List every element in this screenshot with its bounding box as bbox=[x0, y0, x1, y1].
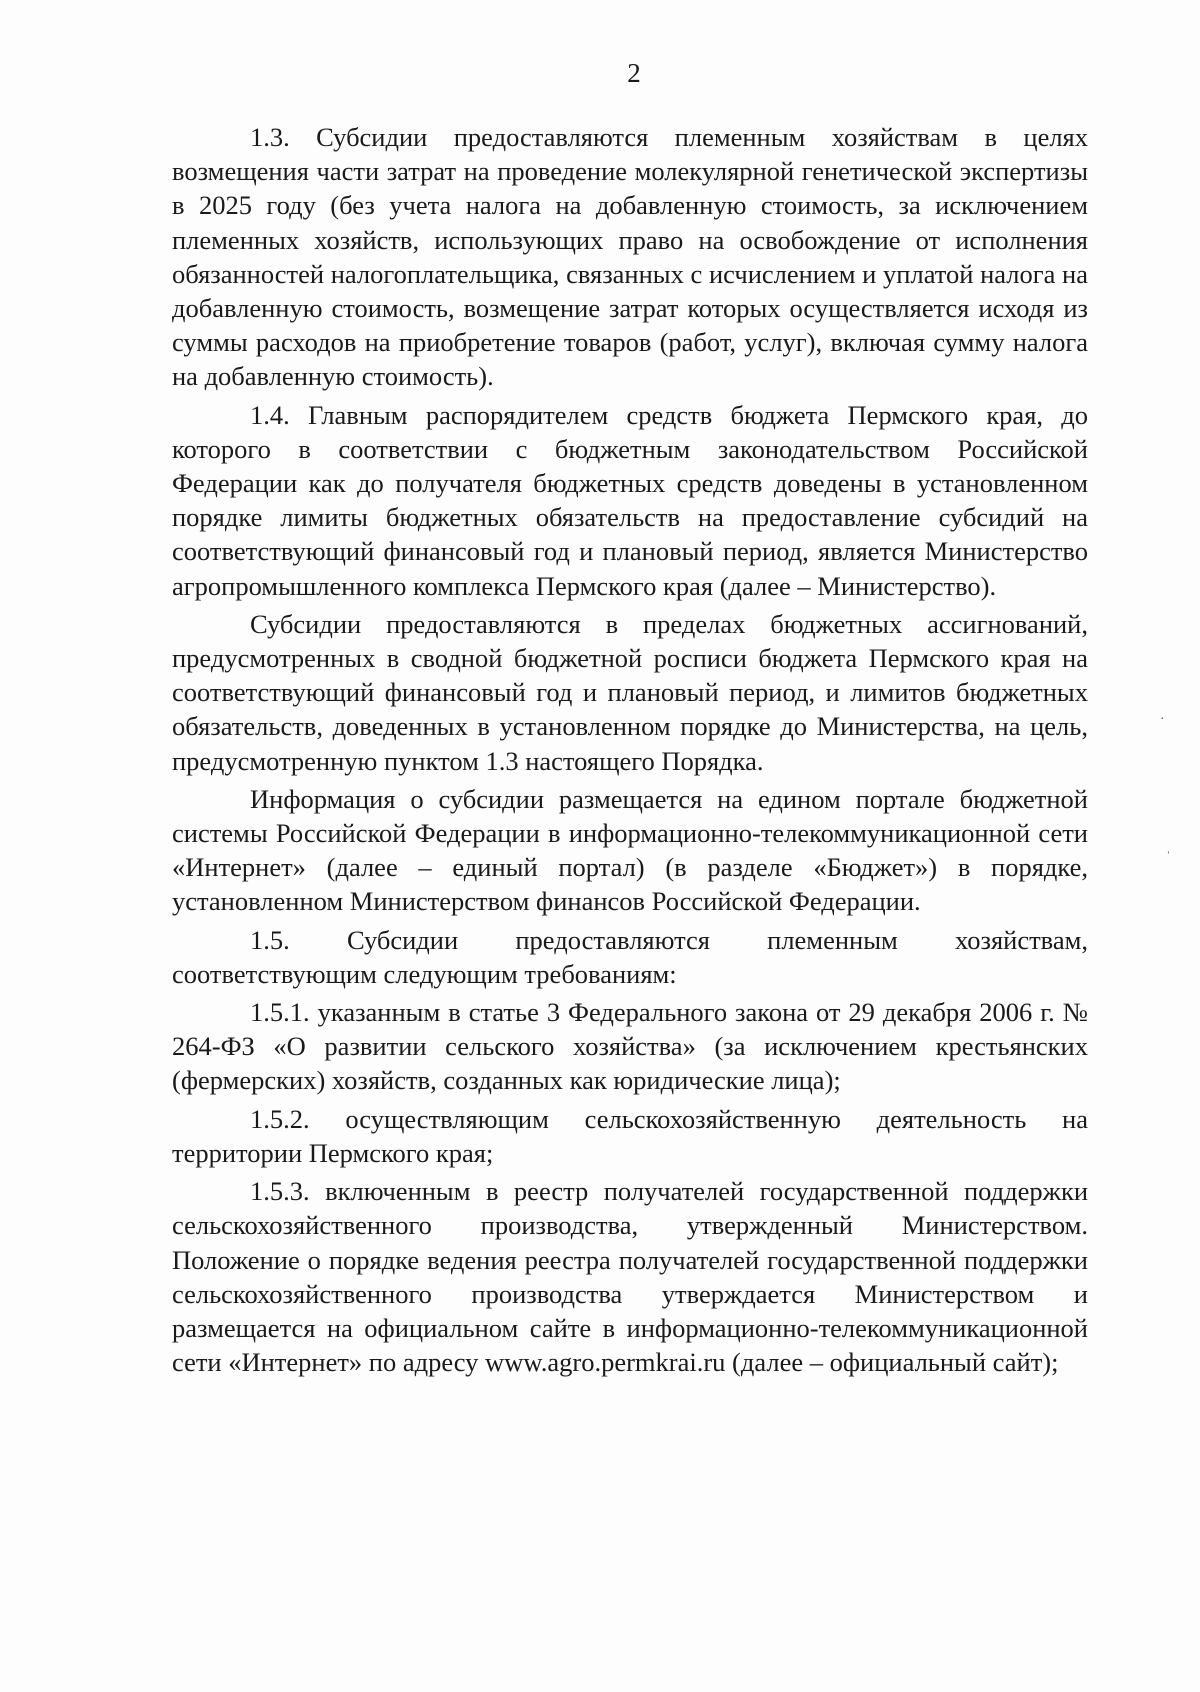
paragraph-1-5-2: 1.5.2. осуществляющим сельскохозяйственную деятельность на территории Пермского края; bbox=[172, 1103, 1088, 1168]
paragraph-1-5-1: 1.5.1. указанным в статье 3 Федерального закона от 29 декабря 2006 г. № 264-ФЗ «О развитии сельского хозяйства» (за исключением крестьянских (фермерских) хозяйств, созданных как юридические лица); bbox=[172, 997, 1088, 1096]
paragraph-1-4: 1.4. Главным распорядителем средств бюджета Пермского края, до которого в соответствии с бюджетным законодательством Российской Федерации как до получателя бюджетных средств доведены в установленном порядке лимиты бюджетных обязательств на предоставление субсидий на соответствующий финансовый год и плановый период, является Министерство агропромышленного комплекса Пермского края (далее – Министерство). bbox=[172, 399, 1088, 601]
paragraph-1-5: 1.5. Субсидии предоставляются племенным хозяйствам, соответствующим следующим требованиям: bbox=[172, 924, 1088, 989]
scan-speck: ˈ bbox=[1166, 850, 1171, 865]
document-body bbox=[172, 120, 1088, 1383]
page-number: 2 bbox=[627, 58, 641, 88]
paragraph-1-5-3: 1.5.3. включенным в реестр получателей государственной поддержки сельскохозяйственного производства, утвержденный Министерством. Положение о порядке ведения реестра получателей государственной поддержки сельскохозяйственного производства утверждается Министерством и размещается на официальном сайте в информационно-телекоммуникационной сети «Интернет» по адресу www.agro.permkrai.ru (далее – официальный сайт); bbox=[172, 1176, 1088, 1378]
paragraph-1-3: 1.3. Субсидии предоставляются племенным хозяйствам в целях возмещения части затрат на проведение молекулярной генетической экспертизы в 2025 году (без учета налога на добавленную стоимость, за исключением племенных хозяйств, использующих право на освобождение от исполнения обязанностей налогоплательщика, связанных с исчислением и уплатой налога на добавленную стоимость, возмещение затрат которых осуществляется исходя из суммы расходов на приобретение товаров (работ, услуг), включая сумму налога на добавленную стоимость). bbox=[172, 122, 1088, 392]
paragraph-subsidies-limits: Субсидии предоставляются в пределах бюджетных ассигнований, предусмотренных в сводной бюджетной росписи бюджета Пермского края на соответствующий финансовый год и плановый период, и лимитов бюджетных обязательств, доведенных в установленном порядке до Министерства, на цель, предусмотренную пунктом 1.3 настоящего Порядка. bbox=[172, 608, 1088, 776]
scan-speck: · bbox=[1160, 712, 1165, 727]
paragraph-subsidy-info: Информация о субсидии размещается на едином портале бюджетной системы Российской Федерации в информационно-телекоммуникационной сети «Интернет» (далее – единый портал) (в разделе «Бюджет») в порядке, установленном Министерством финансов Российской Федерации. bbox=[172, 783, 1088, 917]
